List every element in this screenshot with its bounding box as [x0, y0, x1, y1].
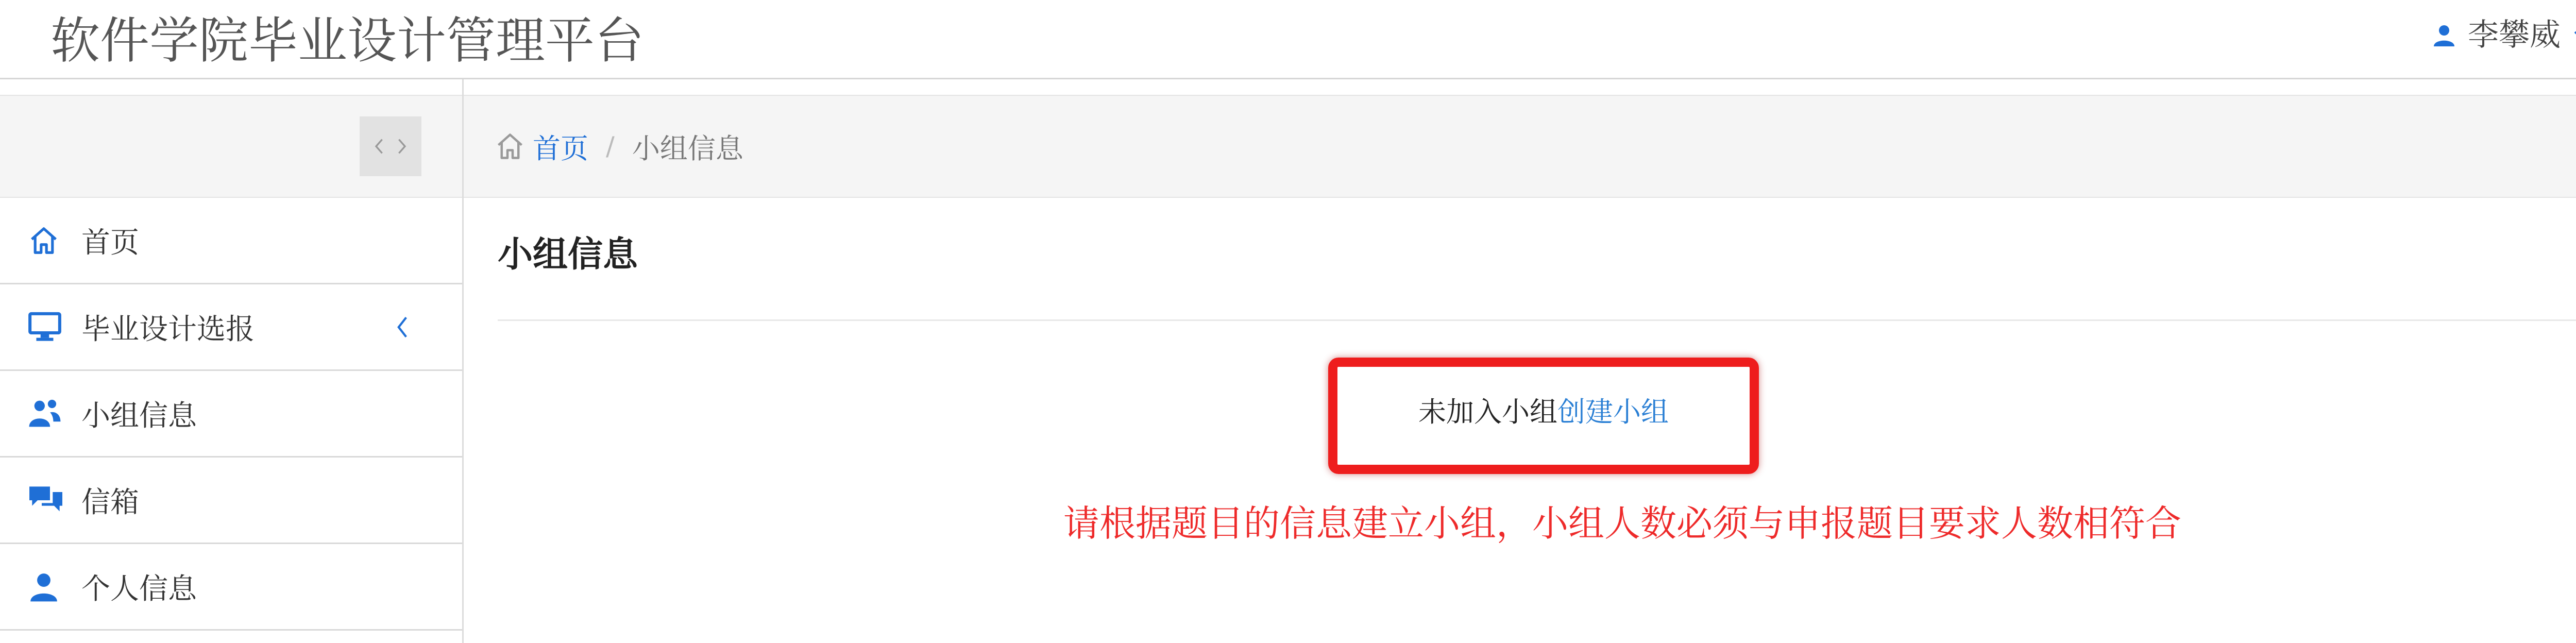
chat-icon — [28, 484, 64, 517]
top-header — [0, 0, 2576, 79]
group-status — [1327, 392, 1760, 433]
user-name[interactable]: 李攀威 — [2468, 17, 2561, 53]
users-icon — [28, 398, 62, 430]
sidebar-item-label: 个人信息 — [81, 572, 197, 606]
sidebar-item-label: 信箱 — [81, 485, 139, 519]
status-text: 未加入小组 — [1418, 396, 1557, 428]
breadcrumb-home-link[interactable]: 首页 — [533, 132, 588, 165]
annotation-hint: 请根据题目的信息建立小组，小组人数必须与申报题目要求人数相符合 — [1063, 502, 2181, 545]
chevron-left-icon — [373, 136, 384, 157]
home-icon[interactable] — [495, 131, 526, 162]
divider — [498, 319, 2576, 321]
page-title: 小组信息 — [498, 234, 638, 275]
breadcrumb-separator: / — [606, 131, 615, 161]
chevron-right-icon — [397, 136, 408, 157]
sidebar-item-mailbox[interactable] — [0, 458, 462, 544]
sidebar-item-label: 小组信息 — [81, 399, 197, 433]
sidebar — [0, 79, 464, 643]
chevron-down-icon[interactable] — [2572, 26, 2576, 44]
user-icon — [2432, 23, 2456, 47]
breadcrumb-bar — [464, 95, 2576, 198]
user-menu[interactable] — [2432, 14, 2576, 56]
breadcrumb-current: 小组信息 — [632, 132, 743, 165]
breadcrumb — [495, 96, 743, 197]
chevron-left-icon[interactable] — [395, 314, 409, 340]
sidebar-item-label: 毕业设计选报 — [81, 312, 255, 346]
sidebar-item-topic-selection[interactable] — [0, 284, 462, 371]
sidebar-item-home[interactable] — [0, 198, 462, 284]
user-icon — [28, 571, 60, 603]
sidebar-item-profile[interactable] — [0, 544, 462, 631]
monitor-icon — [28, 311, 62, 343]
sidebar-menu — [0, 198, 462, 631]
create-group-link[interactable]: 创建小组 — [1557, 396, 1669, 428]
sidebar-toggle-button[interactable] — [360, 116, 421, 176]
sidebar-item-group-info[interactable] — [0, 371, 462, 458]
sidebar-item-label: 首页 — [81, 226, 139, 260]
app-title: 软件学院毕业设计管理平台 — [50, 12, 644, 70]
sidebar-header — [0, 95, 462, 198]
home-icon — [28, 225, 60, 257]
